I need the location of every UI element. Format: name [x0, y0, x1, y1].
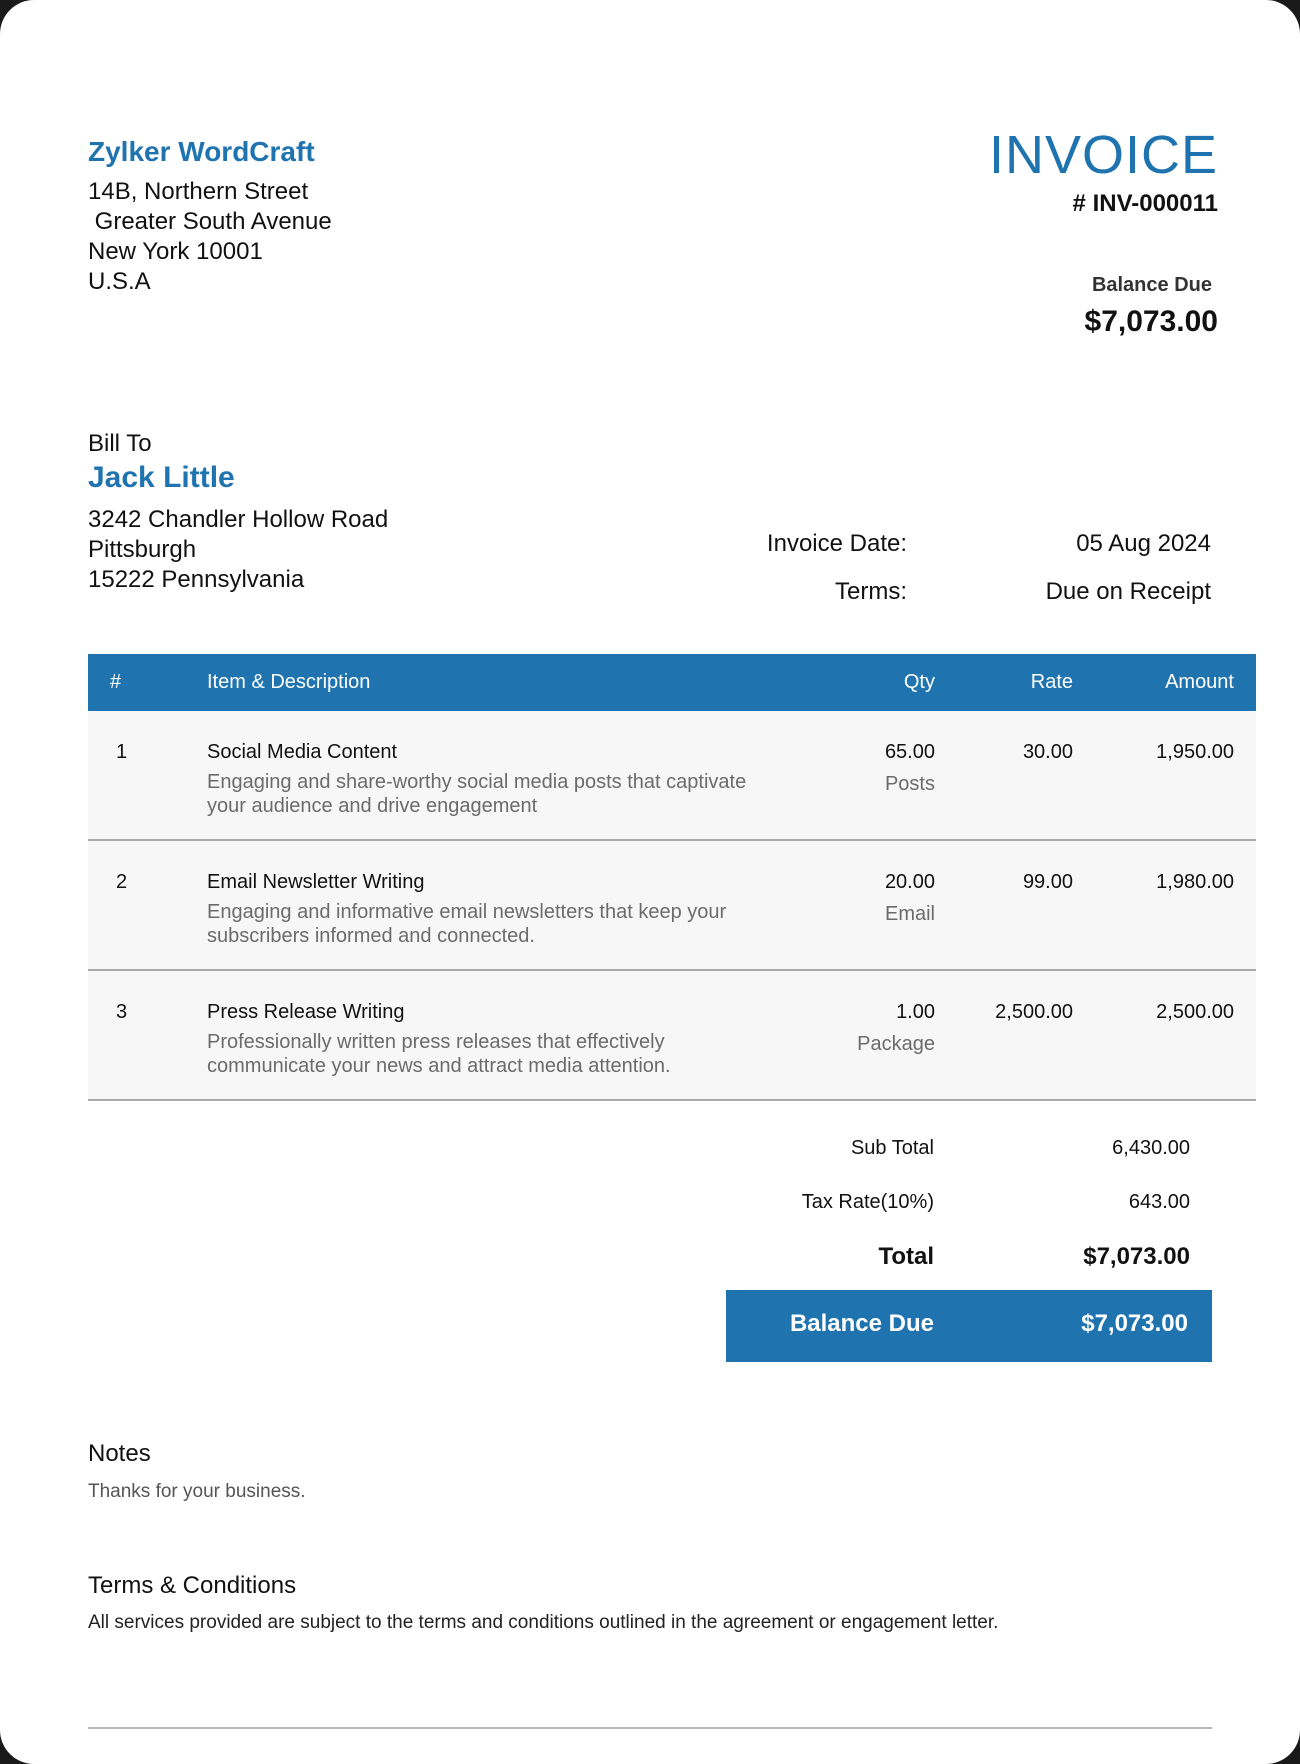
company-address-line-4: U.S.A — [88, 268, 151, 295]
balance-due-bar — [726, 1290, 1212, 1362]
client-name: Jack Little — [88, 461, 235, 494]
row-num: 2 — [116, 871, 128, 893]
client-address-line-1: 3242 Chandler Hollow Road — [88, 506, 389, 533]
company-address-line-1: 14B, Northern Street — [88, 178, 309, 205]
header-qty: Qty — [767, 654, 935, 711]
notes-title: Notes — [88, 1440, 151, 1467]
item-description: Engaging and informative email newsletters that keep your subscribers informed and connected. — [207, 901, 727, 947]
table-row — [88, 840, 1256, 970]
tax-value: 643.00 — [1128, 1191, 1190, 1213]
balance-due-amount: $7,073.00 — [1084, 305, 1218, 338]
table-header-row — [88, 654, 1256, 711]
table-row — [88, 711, 1256, 840]
subtotal-value: 6,430.00 — [1112, 1137, 1190, 1159]
item-qty: 65.00 — [884, 741, 935, 763]
item-amount: 1,950.00 — [1156, 741, 1234, 763]
total-label: Total — [878, 1243, 934, 1270]
item-unit: Posts — [884, 773, 935, 795]
total-value: $7,073.00 — [1083, 1243, 1190, 1270]
tax-label: Tax Rate(10%) — [801, 1191, 934, 1213]
balance-due-label: Balance Due — [1091, 274, 1212, 296]
company-name: Zylker WordCraft — [88, 136, 315, 167]
item-rate: 30.00 — [1022, 741, 1073, 763]
header-amount: Amount — [1073, 654, 1256, 711]
item-amount: 1,980.00 — [1156, 871, 1234, 893]
company-address-line-2: Greater South Avenue — [88, 208, 332, 235]
item-qty: 20.00 — [884, 871, 935, 893]
item-unit: Package — [857, 1033, 935, 1055]
client-address-line-2: Pittsburgh — [88, 536, 197, 563]
item-unit: Email — [884, 903, 935, 925]
item-qty: 1.00 — [896, 1001, 935, 1023]
item-name: Social Media Content — [207, 741, 398, 763]
line-items-table — [88, 654, 1256, 1101]
item-description: Professionally written press releases that effectively communicate your news and attract media attention. — [207, 1031, 671, 1077]
table-row — [88, 970, 1256, 1100]
terms-label: Terms: — [835, 578, 907, 605]
invoice-number: # INV-000011 — [1072, 190, 1218, 217]
item-name: Press Release Writing — [207, 1001, 405, 1023]
balance-due-bar-label: Balance Due — [789, 1310, 934, 1337]
header-item: Item & Description — [207, 654, 767, 711]
document-title: INVOICE — [988, 125, 1218, 185]
item-amount: 2,500.00 — [1156, 1001, 1234, 1023]
balance-due-bar-value: $7,073.00 — [1081, 1310, 1188, 1337]
terms-value: Due on Receipt — [1045, 578, 1211, 605]
terms-conditions-title: Terms & Conditions — [88, 1572, 297, 1599]
client-address-line-3: 15222 Pennsylvania — [88, 566, 305, 593]
company-address-line-3: New York 10001 — [88, 238, 263, 265]
item-description: Engaging and share-worthy social media posts that captivate your audience and drive engagement — [207, 771, 747, 817]
invoice-date-label: Invoice Date: — [766, 530, 907, 557]
item-name: Email Newsletter Writing — [207, 871, 425, 893]
row-num: 1 — [116, 741, 128, 763]
bill-to-label: Bill To — [88, 430, 152, 457]
terms-conditions-text: All services provided are subject to the terms and conditions outlined in the agreement or engagement letter. — [88, 1612, 999, 1633]
footer-divider — [88, 1727, 1212, 1729]
header-num: # — [88, 654, 207, 711]
row-num: 3 — [116, 1001, 128, 1023]
notes-text: Thanks for your business. — [88, 1481, 306, 1502]
subtotal-label: Sub Total — [850, 1137, 934, 1159]
header-rate: Rate — [935, 654, 1073, 711]
invoice-date-value: 05 Aug 2024 — [1076, 530, 1211, 557]
item-rate: 2,500.00 — [995, 1001, 1073, 1023]
item-rate: 99.00 — [1022, 871, 1073, 893]
